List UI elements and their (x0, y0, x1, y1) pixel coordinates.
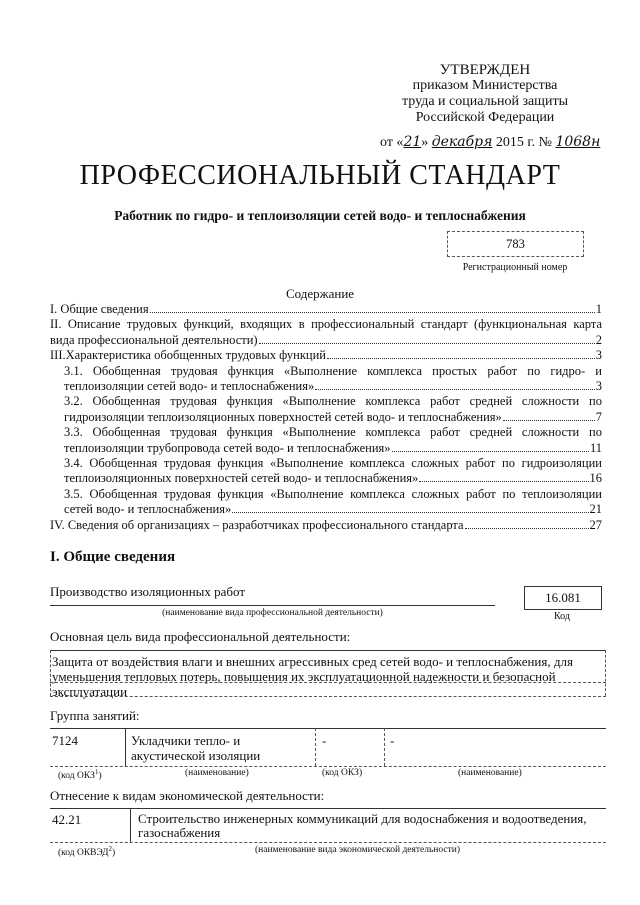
goal-line: уменьшения тепловых потерь, повышения их эксплуатационной надежности и безопасной (52, 669, 556, 684)
goal-text (52, 654, 602, 699)
toc-item-text: вида профессиональной деятельности) (50, 332, 258, 347)
table-border-bottom (50, 696, 606, 697)
toc-leader (315, 388, 595, 390)
toc-page: 3 (595, 379, 602, 394)
goal-line: эксплуатации (52, 684, 128, 699)
underline-divider (50, 605, 495, 606)
okz-name-empty: - (390, 733, 395, 748)
section-heading: I. Общие сведения (50, 549, 176, 565)
toc-leader (232, 511, 588, 513)
date-year: 2015 г. № (495, 135, 552, 150)
goal-line: Защита от воздействия влаги и внешних агрессивных сред сетей водо- и теплоснабжения, для (52, 654, 573, 669)
registration-caption: Регистрационный номер (462, 262, 568, 273)
toc-item-text: 3.3. Обобщенная трудовая функция «Выполнение комплекса работ средней сложности по (64, 425, 602, 440)
toc-page: 7 (595, 409, 602, 424)
page-title: ПРОФЕССИОНАЛЬНЫЙ СТАНДАРТ (79, 160, 561, 191)
date-mid: » (421, 135, 429, 150)
table-border-bottom (50, 766, 606, 767)
handwritten-month: декабря (431, 134, 493, 150)
okz-code-empty: - (322, 733, 327, 748)
okz-name-line: Укладчики тепло- и (131, 733, 241, 748)
toc-page: 21 (589, 502, 602, 517)
code-caption: Код (554, 611, 570, 622)
registration-number-box: 783 (447, 231, 584, 257)
table-row-divider (50, 682, 606, 683)
toc-leader (259, 342, 595, 344)
name-caption: (наименование) (185, 768, 249, 778)
toc-item-text: теплоизоляционных поверхностей сетей водо- и теплоснабжения» (64, 471, 419, 486)
toc-item-text: I. Общие сведения (50, 302, 149, 316)
econ-label: Отнесение к видам экономической деятельности: (50, 788, 325, 803)
footnote-mark: 2 (108, 845, 112, 853)
toc-page: 11 (589, 440, 602, 455)
approval-line: приказом Министерства (412, 78, 558, 93)
name-caption-2: (наименование) (458, 768, 522, 778)
cell-divider (130, 808, 131, 842)
activity-caption: (наименование вида профессиональной деятельности) (162, 608, 383, 618)
toc-leader (465, 527, 589, 529)
okz-caption (58, 768, 102, 781)
toc-leader (419, 480, 588, 482)
table-border-left (50, 650, 51, 696)
toc-item[interactable] (50, 364, 602, 395)
date-prefix: от « (380, 135, 404, 150)
toc-leader (503, 419, 595, 421)
toc-item-text: II. Описание трудовых функций, входящих в профессиональный стандарт (функциональная карта (50, 317, 602, 332)
okved-caption (58, 845, 115, 858)
activity-code-box: 16.081 (524, 586, 602, 610)
toc-item-text: 3.4. Обобщенная трудовая функция «Выполнение комплекса сложных работ по гидроизоляции (64, 456, 602, 471)
toc-leader (327, 357, 595, 359)
okved-name-line: Строительство инженерных коммуникаций для водоснабжения и водоотведения, (138, 811, 587, 826)
toc-item-text: 3.5. Обобщенная трудовая функция «Выполнение комплекса сложных работ по теплоизоляции (64, 486, 602, 501)
okved-name (138, 812, 587, 840)
toc-item[interactable] (50, 302, 602, 317)
toc-title: Содержание (285, 286, 355, 301)
approval-line: труда и социальной защиты (402, 94, 568, 109)
toc-item-text: 3.1. Обобщенная трудовая функция «Выполнение комплекса простых работ по гидро- и (64, 363, 602, 378)
okved-caption-end: ) (111, 848, 116, 859)
cell-divider (125, 728, 126, 766)
toc-item-text: гидроизоляции теплоизоляционных поверхностей сетей водо- и теплоснабжения» (64, 409, 502, 424)
okved-code: 42.21 (52, 812, 82, 827)
toc-item-text: теплоизоляции трубопровода сетей водо- и теплоснабжения» (64, 440, 391, 455)
table-border-top (50, 728, 606, 729)
approval-heading: УТВЕРЖДЕН (439, 62, 531, 78)
table-border-bottom (50, 842, 606, 843)
toc-item-text: теплоизоляции сетей водо- и теплоснабжения» (64, 379, 315, 394)
toc-page: 1 (595, 302, 602, 316)
table-border-top (50, 808, 606, 809)
approval-block (360, 62, 610, 126)
toc-item[interactable] (50, 317, 602, 348)
toc-item-text: сетей водо- и теплоснабжения» (64, 502, 232, 517)
toc-leader (392, 450, 589, 452)
toc-page: 3 (595, 348, 602, 363)
activity-name: Производство изоляционных работ (50, 584, 246, 599)
table-border-right (605, 650, 606, 696)
toc-page: 27 (589, 517, 602, 532)
okz-name-line: акустической изоляции (131, 748, 261, 763)
table-of-contents (50, 302, 602, 533)
toc-item[interactable] (50, 425, 602, 456)
toc-page: 16 (589, 471, 602, 486)
cell-divider (384, 728, 385, 766)
toc-item[interactable] (50, 348, 602, 363)
okz-code: 7124 (52, 733, 78, 748)
toc-item-text: 3.2. Обобщенная трудовая функция «Выполнение комплекса работ средней сложности по (64, 394, 602, 409)
toc-item[interactable] (50, 518, 602, 533)
okz-caption-end: ) (98, 771, 102, 782)
toc-item-text: IV. Сведения об организациях – разработчиках профессионального стандарта (50, 517, 464, 532)
okz-caption-2: (код ОКЗ) (322, 768, 363, 778)
okved-name-line: газоснабжения (138, 825, 221, 840)
toc-item-text: III.Характеристика обобщенных трудовых функций (50, 348, 326, 363)
okz-caption-text: (код ОКЗ (58, 771, 95, 782)
goal-label: Основная цель вида профессиональной деятельности: (50, 629, 351, 644)
approval-line: Российской Федерации (415, 110, 555, 125)
footnote-mark: 1 (94, 768, 99, 776)
okved-name-caption: (наименование вида экономической деятельности) (255, 845, 460, 855)
toc-item[interactable] (50, 456, 602, 487)
toc-item[interactable] (50, 487, 602, 518)
standard-subtitle: Работник по гидро- и теплоизоляции сетей водо- и теплоснабжения (114, 208, 526, 223)
toc-item[interactable] (50, 394, 602, 425)
approval-date (380, 134, 600, 151)
handwritten-number: 1068н (555, 134, 601, 150)
group-label: Группа занятий: (50, 708, 140, 723)
handwritten-day: 21 (403, 134, 422, 150)
okved-caption-text: (код ОКВЭД (58, 848, 109, 859)
table-border-top (50, 650, 606, 651)
toc-leader (150, 311, 595, 313)
cell-divider (315, 728, 316, 766)
okz-name (131, 733, 260, 763)
toc-page: 2 (595, 332, 602, 347)
